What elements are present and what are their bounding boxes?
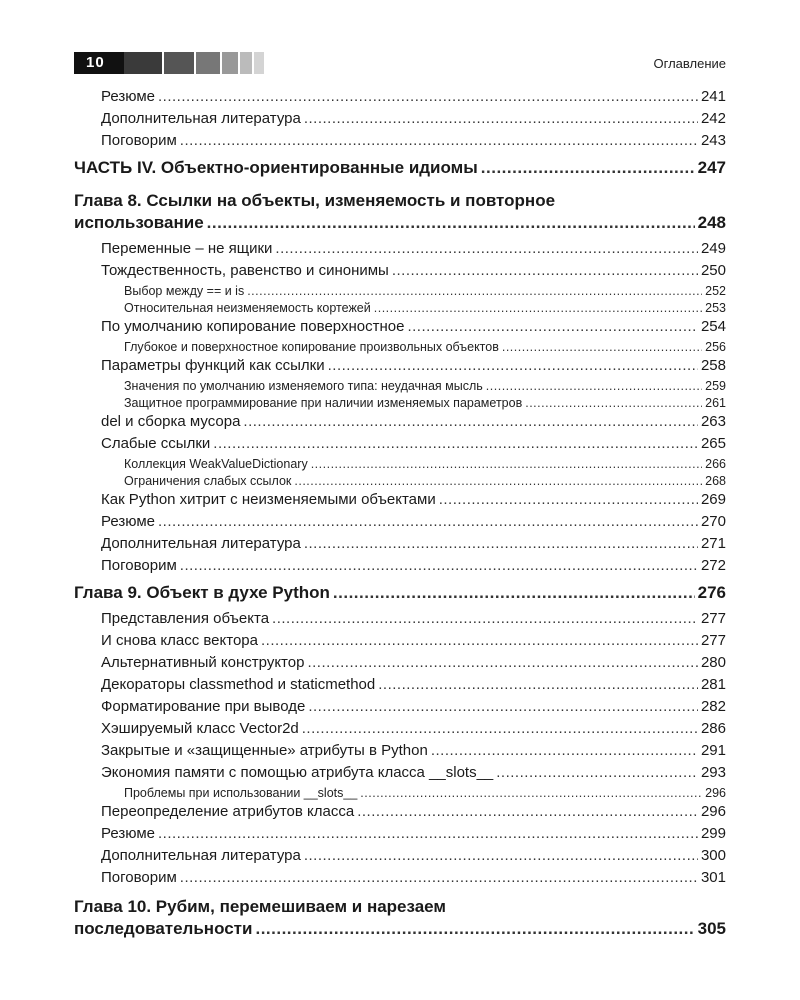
toc-subentry[interactable] bbox=[74, 786, 726, 803]
dot-leader bbox=[392, 262, 698, 279]
toc-entry[interactable] bbox=[74, 110, 726, 132]
dot-leader bbox=[502, 340, 702, 354]
toc-entry-title: Переменные – не ящики bbox=[101, 240, 273, 257]
toc-chapter-heading[interactable] bbox=[74, 583, 726, 609]
dot-leader bbox=[255, 919, 694, 939]
toc-entry-page: 268 bbox=[705, 474, 726, 488]
dot-leader bbox=[360, 786, 702, 800]
toc-entry-title: Параметры функций как ссылки bbox=[101, 357, 325, 374]
chapter-page: 276 bbox=[697, 583, 726, 602]
toc-subentry[interactable] bbox=[74, 457, 726, 474]
toc-entry[interactable] bbox=[74, 557, 726, 579]
toc-entry-page: 277 bbox=[700, 632, 726, 649]
dot-leader bbox=[304, 847, 698, 864]
toc-entry-title: Резюме bbox=[101, 513, 155, 530]
toc-entry[interactable] bbox=[74, 803, 726, 825]
dot-leader bbox=[180, 132, 698, 149]
header-bar bbox=[124, 52, 162, 74]
chapter-title-line1: Глава 10. Рубим, перемешиваем и нарезаем bbox=[74, 897, 446, 916]
toc-entry-title: Слабые ссылки bbox=[101, 435, 211, 452]
toc-entry-page: 282 bbox=[700, 698, 726, 715]
toc-entry[interactable] bbox=[74, 318, 726, 340]
toc-entry-title: del и сборка мусора bbox=[101, 413, 241, 430]
toc-entry-title: Поговорим bbox=[101, 869, 177, 886]
toc-entry-title: Резюме bbox=[101, 88, 155, 105]
dot-leader bbox=[213, 435, 698, 452]
toc-subentry[interactable] bbox=[74, 301, 726, 318]
toc-entry-page: 241 bbox=[700, 88, 726, 105]
dot-leader bbox=[496, 764, 698, 781]
chapter-page: 248 bbox=[697, 213, 726, 232]
dot-leader bbox=[158, 88, 698, 105]
header-bar bbox=[196, 52, 220, 74]
toc-entry-title: Дополнительная литература bbox=[101, 535, 301, 552]
dot-leader bbox=[158, 513, 698, 530]
dot-leader bbox=[308, 698, 698, 715]
toc-entry-page: 249 bbox=[700, 240, 726, 257]
header-gradient-bars bbox=[124, 52, 266, 74]
toc-entry-page: 291 bbox=[700, 742, 726, 759]
toc-entry-page: 261 bbox=[705, 396, 726, 410]
dot-leader bbox=[311, 457, 702, 471]
toc-entry-title: Закрытые и «защищенные» атрибуты в Python bbox=[101, 742, 428, 759]
dot-leader bbox=[180, 869, 698, 886]
dot-leader bbox=[247, 284, 702, 298]
toc-subentry[interactable] bbox=[74, 379, 726, 396]
dot-leader bbox=[158, 825, 698, 842]
toc-entry-page: 258 bbox=[700, 357, 726, 374]
toc-entry-page: 243 bbox=[700, 132, 726, 149]
page-header bbox=[74, 52, 726, 74]
toc-entry[interactable] bbox=[74, 357, 726, 379]
toc-entry-page: 281 bbox=[700, 676, 726, 693]
toc-entry-title: Дополнительная литература bbox=[101, 110, 301, 127]
toc-entry[interactable] bbox=[74, 535, 726, 557]
dot-leader bbox=[481, 158, 695, 178]
toc-entry[interactable] bbox=[74, 88, 726, 110]
toc-entry[interactable] bbox=[74, 698, 726, 720]
toc-subentry[interactable] bbox=[74, 284, 726, 301]
dot-leader bbox=[378, 676, 698, 693]
toc-entry[interactable] bbox=[74, 435, 726, 457]
toc-entry[interactable] bbox=[74, 869, 726, 891]
toc-chapter-heading[interactable] bbox=[74, 895, 726, 945]
dot-leader bbox=[439, 491, 698, 508]
chapter-title-line2: использование bbox=[74, 213, 204, 232]
toc-entry[interactable] bbox=[74, 513, 726, 535]
chapter-title-line2: последовательности bbox=[74, 919, 253, 938]
toc-entry-title: Ограничения слабых ссылок bbox=[124, 474, 292, 488]
toc-entry-title: Как Python хитрит с неизменяемыми объектами bbox=[101, 491, 436, 508]
toc-entry-title: Альтернативный конструктор bbox=[101, 654, 305, 671]
dot-leader bbox=[275, 240, 698, 257]
dot-leader bbox=[307, 654, 698, 671]
dot-leader bbox=[525, 396, 702, 410]
toc-entry-title: Выбор между == и is bbox=[124, 284, 245, 298]
toc-entry-title: Тождественность, равенство и синонимы bbox=[101, 262, 389, 279]
toc-entry-title: Форматирование при выводе bbox=[101, 698, 306, 715]
dot-leader bbox=[407, 318, 698, 335]
header-bar bbox=[164, 52, 194, 74]
toc-entry-page: 301 bbox=[700, 869, 726, 886]
toc-entry[interactable] bbox=[74, 240, 726, 262]
chapter-title: Глава 9. Объект в духе Python bbox=[74, 583, 330, 602]
toc-entry-page: 266 bbox=[705, 457, 726, 471]
chapter-title-line1: Глава 8. Ссылки на объекты, изменяемость и повторное bbox=[74, 191, 556, 210]
section-title: Оглавление bbox=[653, 56, 726, 71]
toc-entry-title: Переопределение атрибутов класса bbox=[101, 803, 355, 820]
dot-leader bbox=[357, 803, 698, 820]
toc-entry[interactable] bbox=[74, 654, 726, 676]
toc-entry-page: 300 bbox=[700, 847, 726, 864]
part-title: ЧАСТЬ IV. Объектно-ориентированные идиомы bbox=[74, 158, 478, 177]
toc-subentry[interactable] bbox=[74, 474, 726, 491]
dot-leader bbox=[180, 557, 698, 574]
toc-entry-page: 299 bbox=[700, 825, 726, 842]
dot-leader bbox=[272, 610, 698, 627]
dot-leader bbox=[431, 742, 698, 759]
toc-entry-page: 296 bbox=[700, 803, 726, 820]
toc-entry-title: Резюме bbox=[101, 825, 155, 842]
toc-entry[interactable] bbox=[74, 742, 726, 764]
toc-entry[interactable] bbox=[74, 720, 726, 742]
toc-subentry[interactable] bbox=[74, 340, 726, 357]
toc-entry-page: 252 bbox=[705, 284, 726, 298]
toc-entry-page: 277 bbox=[700, 610, 726, 627]
toc-entry-page: 272 bbox=[700, 557, 726, 574]
chapter-page: 305 bbox=[697, 919, 726, 938]
dot-leader bbox=[333, 583, 695, 603]
toc-part-heading[interactable] bbox=[74, 158, 726, 185]
toc-subentry[interactable] bbox=[74, 396, 726, 413]
toc-entry[interactable] bbox=[74, 262, 726, 284]
toc-entry-title: Декораторы classmethod и staticmethod bbox=[101, 676, 376, 693]
page-number: 10 bbox=[74, 52, 124, 74]
toc-entry-title: Экономия памяти с помощью атрибута класса __slots__ bbox=[101, 764, 494, 781]
toc-entry-page: 259 bbox=[705, 379, 726, 393]
dot-leader bbox=[261, 632, 698, 649]
toc-entry[interactable] bbox=[74, 610, 726, 632]
toc-entry-page: 253 bbox=[705, 301, 726, 315]
toc-entry-title: Проблемы при использовании __slots__ bbox=[124, 786, 358, 800]
toc-entry[interactable] bbox=[74, 764, 726, 786]
toc-entry-page: 250 bbox=[700, 262, 726, 279]
toc-entry-title: По умолчанию копирование поверхностное bbox=[101, 318, 405, 335]
toc-entry-page: 296 bbox=[705, 786, 726, 800]
toc-chapter-heading[interactable] bbox=[74, 189, 726, 239]
toc-entry[interactable] bbox=[74, 632, 726, 654]
toc-entry[interactable] bbox=[74, 491, 726, 513]
toc-entry-page: 269 bbox=[700, 491, 726, 508]
header-bar bbox=[240, 52, 252, 74]
toc-entry-title: Поговорим bbox=[101, 132, 177, 149]
dot-leader bbox=[304, 110, 698, 127]
toc-entry[interactable] bbox=[74, 825, 726, 847]
toc-entry-title: Коллекция WeakValueDictionary bbox=[124, 457, 308, 471]
toc-entry-title: Хэшируемый класс Vector2d bbox=[101, 720, 299, 737]
toc-entry-title: Дополнительная литература bbox=[101, 847, 301, 864]
toc-entry-title: Защитное программирование при наличии изменяемых параметров bbox=[124, 396, 523, 410]
dot-leader bbox=[302, 720, 698, 737]
dot-leader bbox=[374, 301, 702, 315]
dot-leader bbox=[304, 535, 698, 552]
toc-entry-page: 293 bbox=[700, 764, 726, 781]
toc-entry[interactable] bbox=[74, 676, 726, 698]
toc-entry-page: 270 bbox=[700, 513, 726, 530]
toc-entry-title: Поговорим bbox=[101, 557, 177, 574]
toc-entry-title: Значения по умолчанию изменяемого типа: неудачная мысль bbox=[124, 379, 483, 393]
toc-entry-title: И снова класс вектора bbox=[101, 632, 258, 649]
dot-leader bbox=[294, 474, 702, 488]
toc-entry[interactable] bbox=[74, 413, 726, 435]
toc-entry-page: 242 bbox=[700, 110, 726, 127]
toc-entry-page: 256 bbox=[705, 340, 726, 354]
toc-entry-page: 286 bbox=[700, 720, 726, 737]
part-page: 247 bbox=[697, 158, 726, 177]
toc-entry[interactable] bbox=[74, 847, 726, 869]
header-bar bbox=[222, 52, 238, 74]
dot-leader bbox=[328, 357, 698, 374]
header-bar bbox=[254, 52, 264, 74]
toc-entry-page: 263 bbox=[700, 413, 726, 430]
toc-entry-title: Представления объекта bbox=[101, 610, 270, 627]
toc-entry-page: 271 bbox=[700, 535, 726, 552]
toc-entry-title: Относительная неизменяемость кортежей bbox=[124, 301, 371, 315]
toc-entry-page: 254 bbox=[700, 318, 726, 335]
toc-entry-page: 280 bbox=[700, 654, 726, 671]
toc-entry-title: Глубокое и поверхностное копирование произвольных объектов bbox=[124, 340, 499, 354]
dot-leader bbox=[486, 379, 702, 393]
dot-leader bbox=[207, 213, 695, 233]
toc-entry[interactable] bbox=[74, 132, 726, 154]
dot-leader bbox=[243, 413, 698, 430]
table-of-contents bbox=[74, 88, 726, 946]
toc-entry-page: 265 bbox=[700, 435, 726, 452]
